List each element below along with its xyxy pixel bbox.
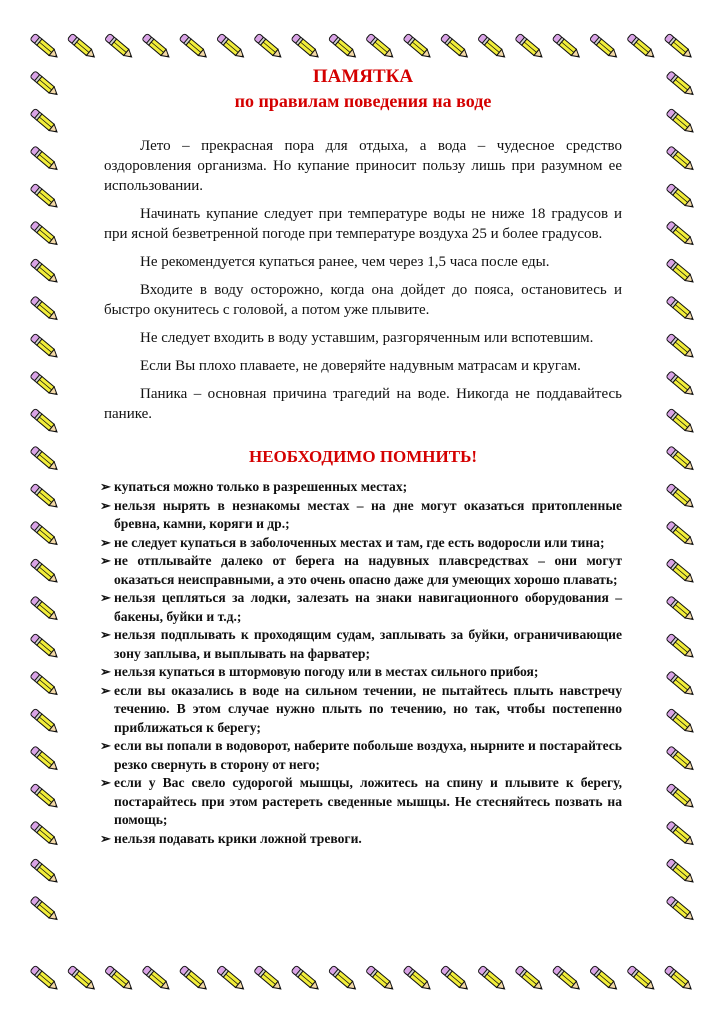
rule-text: нельзя купаться в штормовую погоду или в местах сильного прибоя;: [114, 664, 539, 679]
rule-item: [100, 497, 622, 534]
pencil-icon: [589, 965, 619, 992]
paragraph: Лето – прекрасная пора для отдыха, а вода – чудесное средство оздоровления организма. Но купание приносит пользу лишь при разумном ее использовании.: [104, 138, 622, 194]
rule-text: если у Вас свело судорогой мышцы, ложитесь на спину и плывите к берегу, постарайтесь при этом растереть сведенные мышцы. Не стесняйтесь позвать на помощь;: [114, 775, 622, 827]
memo-content: [100, 66, 622, 848]
arrow-bullet-icon: ➢: [100, 775, 111, 790]
pencil-icon: [30, 965, 60, 992]
pencil-icon: [666, 296, 696, 323]
rule-item: [100, 534, 622, 553]
arrow-bullet-icon: ➢: [100, 497, 111, 513]
rule-text: нельзя нырять в незнакомы местах – на дне могут оказаться притопленные бревна, камни, коряги и др.;: [114, 497, 622, 531]
pencil-icon: [666, 858, 696, 885]
pencil-icon: [666, 408, 696, 435]
pencil-icon: [30, 708, 60, 735]
pencil-icon: [666, 146, 696, 173]
pencil-icon: [30, 33, 60, 60]
pencil-icon: [666, 108, 696, 135]
rule-text: нельзя цепляться за лодки, залезать на знаки навигационного оборудования – бакены, буйки и т.д.;: [114, 590, 622, 624]
pencil-icon: [552, 965, 582, 992]
pencil-icon: [30, 783, 60, 810]
pencil-icon: [30, 221, 60, 248]
pencil-icon: [30, 108, 60, 135]
pencil-icon: [515, 33, 545, 60]
paragraph: Входите в воду осторожно, когда она дойдет до пояса, остановитесь и быстро окунитесь с головой, а потом уже плывите.: [104, 282, 622, 318]
pencil-icon: [666, 221, 696, 248]
pencil-icon: [30, 371, 60, 398]
pencil-icon: [30, 858, 60, 885]
rule-item: [100, 682, 622, 738]
pencil-icon: [666, 821, 696, 848]
pencil-icon: [30, 596, 60, 623]
pencil-icon: [254, 33, 284, 60]
rule-item: [100, 552, 622, 589]
pencil-icon: [30, 896, 60, 923]
pencil-icon: [552, 33, 582, 60]
pencil-icon: [291, 33, 321, 60]
pencil-icon: [366, 965, 396, 992]
pencil-icon: [666, 783, 696, 810]
pencil-icon: [30, 258, 60, 285]
arrow-bullet-icon: ➢: [100, 534, 111, 550]
pencil-icon: [179, 33, 209, 60]
rule-item: [100, 737, 622, 774]
pencil-icon: [664, 965, 694, 992]
pencil-icon: [666, 371, 696, 398]
pencil-icon: [664, 33, 694, 60]
pencil-icon: [142, 33, 172, 60]
pencil-icon: [403, 965, 433, 992]
pencil-icon: [666, 708, 696, 735]
pencil-icon: [216, 965, 246, 992]
pencil-icon: [30, 146, 60, 173]
arrow-bullet-icon: ➢: [100, 664, 111, 679]
pencil-icon: [30, 633, 60, 660]
pencil-icon: [30, 821, 60, 848]
pencil-icon: [666, 633, 696, 660]
pencil-icon: [666, 671, 696, 698]
pencil-icon: [30, 521, 60, 548]
rule-text: нельзя подавать крики ложной тревоги.: [114, 830, 362, 846]
pencil-icon: [179, 965, 209, 992]
pencil-icon: [30, 71, 60, 98]
arrow-bullet-icon: ➢: [100, 553, 111, 568]
pencil-icon: [30, 746, 60, 773]
paragraph: Начинать купание следует при температуре воды не ниже 18 градусов и при ясной безветренной погоде при температуре воздуха 25 и более градусов.: [104, 206, 622, 242]
paragraph: Не рекомендуется купаться ранее, чем через 1,5 часа после еды.: [140, 254, 550, 270]
rule-item: [100, 589, 622, 626]
pencil-icon: [30, 671, 60, 698]
pencil-icon: [666, 258, 696, 285]
pencil-icon: [440, 33, 470, 60]
rule-item: [100, 663, 622, 682]
rule-item: [100, 774, 622, 830]
pencil-icon: [666, 596, 696, 623]
paragraph: Если Вы плохо плаваете, не доверяйте надувным матрасам и кругам.: [140, 358, 581, 374]
pencil-icon: [30, 333, 60, 360]
pencil-icon: [30, 446, 60, 473]
pencil-icon: [366, 33, 396, 60]
pencil-icon: [666, 446, 696, 473]
rule-item: [100, 626, 622, 663]
pencil-icon: [515, 965, 545, 992]
pencil-icon: [627, 33, 657, 60]
intro-paragraphs: [104, 136, 622, 424]
paragraph: Не следует входить в воду уставшим, разгоряченным или вспотевшим.: [140, 330, 594, 346]
paragraph: Паника – основная причина трагедий на воде. Никогда не поддавайтесь панике.: [104, 386, 622, 422]
pencil-icon: [666, 333, 696, 360]
arrow-bullet-icon: ➢: [100, 738, 111, 753]
pencil-icon: [328, 965, 358, 992]
rule-text: не отплывайте далеко от берега на надувных плавсредствах – они могут оказаться неисправными, а это очень опасно даже для умеющих хорошо плавать;: [114, 553, 622, 587]
memo-title: ПАМЯТКА: [312, 66, 414, 87]
pencil-icon: [105, 33, 135, 60]
pencil-icon: [666, 71, 696, 98]
pencil-icon: [30, 183, 60, 210]
rule-text: если вы оказались в воде на сильном течении, не пытайтесь плыть навстречу течению. В этом случае нужно плыть по течению, но так, чтобы постепенно приближаться к берегу;: [114, 682, 622, 735]
remember-heading: НЕОБХОДИМО ПОМНИТЬ!: [248, 447, 477, 466]
pencil-icon: [666, 896, 696, 923]
pencil-icon: [142, 965, 172, 992]
rule-item: [100, 830, 622, 849]
memo-subtitle: по правилам поведения на воде: [234, 91, 492, 111]
pencil-icon: [666, 558, 696, 585]
rule-text: если вы попали в водоворот, наберите побольше воздуха, нырните и постарайтесь резко свернуть в сторону от него;: [114, 738, 622, 772]
pencil-icon: [666, 521, 696, 548]
rule-text: нельзя подплывать к проходящим судам, заплывать за буйки, ограничивающие зону заплыва, и выплывать на фарватер;: [114, 627, 622, 661]
pencil-icon: [403, 33, 433, 60]
pencil-icon: [666, 183, 696, 210]
pencil-icon: [30, 483, 60, 510]
pencil-icon: [105, 965, 135, 992]
pencil-icon: [30, 558, 60, 585]
rule-text: купаться можно только в разрешенных местах;: [114, 479, 408, 494]
pencil-icon: [30, 408, 60, 435]
arrow-bullet-icon: ➢: [100, 590, 111, 605]
arrow-bullet-icon: ➢: [100, 830, 111, 846]
pencil-icon: [328, 33, 358, 60]
rules-list: [100, 478, 622, 848]
pencil-icon: [666, 483, 696, 510]
pencil-icon: [440, 965, 470, 992]
pencil-icon: [589, 33, 619, 60]
arrow-bullet-icon: ➢: [100, 479, 111, 494]
pencil-icon: [216, 33, 246, 60]
pencil-icon: [666, 746, 696, 773]
pencil-icon: [478, 965, 508, 992]
pencil-icon: [291, 965, 321, 992]
pencil-icon: [67, 965, 97, 992]
rule-item: [100, 478, 622, 497]
pencil-icon: [254, 965, 284, 992]
arrow-bullet-icon: ➢: [100, 627, 111, 642]
rule-text: не следует купаться в заболоченных местах и там, где есть водоросли или тина;: [114, 534, 605, 550]
arrow-bullet-icon: ➢: [100, 682, 111, 698]
pencil-icon: [478, 33, 508, 60]
pencil-icon: [627, 965, 657, 992]
pencil-icon: [30, 296, 60, 323]
pencil-icon: [67, 33, 97, 60]
